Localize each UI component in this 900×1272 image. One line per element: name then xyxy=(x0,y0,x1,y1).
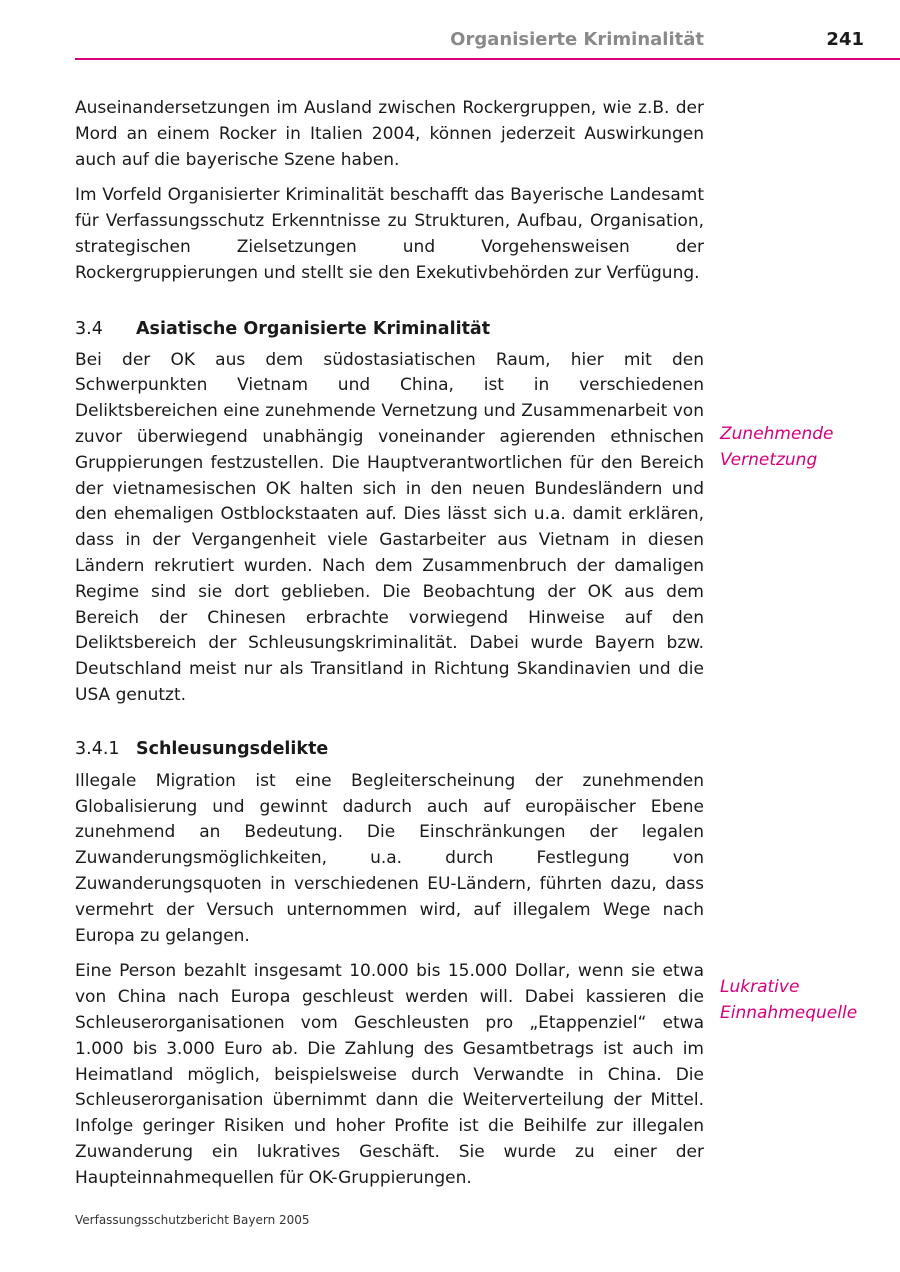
section-title: Asiatische Organisierte Kriminalität xyxy=(136,318,491,339)
paragraph-smuggling-fees: Eine Person bezahlt insgesamt 10.000 bis 15.000 Dollar, wenn sie etwa von China nach Europa geschleust werden will. Dabei kassieren die Schleuserorganisationen vom Geschleusten pro „Etappenziel“ etwa 1.000 bis 3.000 Euro ab. Die Zahlung des Gesamtbetrags ist auch im Heimatland möglich, beispielsweise durch Verwandte in China. Die Schleuserorganisation übernimmt dann die Weiterverteilung der Mittel. Infolge geringer Risiken und hoher Profite ist die Beihilfe zur illegalen Zuwanderung ein lukratives Geschäft. Sie wurde zu einer der Haupteinnahmequellen für OK-Gruppierungen. xyxy=(75,961,704,1188)
paragraph-landesamt-findings: Im Vorfeld Organisierter Kriminalität beschafft das Bayerische Landesamt für Verfassungsschutz Erkenntnisse zu Strukturen, Aufbau, Organisation, strategischen Zielsetzungen und Vorgehensweisen der Rockergruppierungen und stellt sie den Exekutivbehörden zur Verfügung. xyxy=(75,185,704,283)
margin-note-line: Vernetzung xyxy=(720,450,818,470)
main-text-column xyxy=(75,96,704,1201)
paragraph-rocker-conflicts: Auseinandersetzungen im Ausland zwischen Rockergruppen, wie z.B. der Mord an einem Rocker in Italien 2004, können jederzeit Auswirkungen auch auf die bayerische Szene haben. xyxy=(75,98,704,170)
margin-note-einnahmequelle xyxy=(720,974,857,1026)
margin-note-line: Zunehmende xyxy=(720,424,834,444)
margin-note-line: Einnahmequelle xyxy=(720,1003,858,1023)
section-title: Schleusungsdelikte xyxy=(136,738,329,759)
paragraph-asian-ok: Bei der OK aus dem südostasiatischen Raum, hier mit den Schwerpunkten Vietnam und China, ist in verschiedenen Deliktsbereichen eine zunehmende Vernetzung und Zusammenarbeit von zuvor überwiegend unabhängig voneinander agierenden ethnischen Gruppierungen festzustellen. Die Hauptverantwortlichen für den Bereich der vietnamesischen OK halten sich in den neuen Bundesländern und den ehemaligen Ostblockstaaten auf. Dies lässt sich u.a. damit erklären, dass in der Vergangenheit viele Gastarbeiter aus Vietnam in diesen Ländern rekrutiert wurden. Nach dem Zusammenbruch der damaligen Regime sind sie dort geblieben. Die Beobachtung der OK aus dem Bereich der Chinesen erbrachte vorwiegend Hinweise auf den Deliktsbereich der Schleusungskriminalität. Dabei wurde Bayern bzw. Deutschland meist nur als Transitland in Richtung Skandinavien und die USA genutzt. xyxy=(75,349,704,705)
running-header-title: Organisierte Kriminalität xyxy=(450,29,704,50)
section-heading-3-4-1 xyxy=(75,736,704,762)
page-footer: Verfassungsschutzbericht Bayern 2005 xyxy=(75,1213,310,1227)
paragraph-illegal-migration: Illegale Migration ist eine Begleiterscheinung der zunehmenden Globalisierung und gewinnt dadurch auch auf europäischer Ebene zunehmend an Bedeutung. Die Einschränkungen der legalen Zuwanderungsmöglichkeiten, u.a. durch Festlegung von Zuwanderungsquoten in verschiedenen EU-Ländern, führten dazu, dass vermehrt der Versuch unternommen wird, auf illegalem Wege nach Europa zu gelangen. xyxy=(75,770,704,946)
margin-note-line: Lukrative xyxy=(720,977,800,997)
page-number: 241 xyxy=(826,29,864,50)
margin-note-vernetzung xyxy=(720,421,833,473)
section-number: 3.4.1 xyxy=(75,738,120,759)
section-heading-3-4 xyxy=(75,316,704,342)
running-header xyxy=(75,0,900,60)
section-number: 3.4 xyxy=(75,318,103,339)
